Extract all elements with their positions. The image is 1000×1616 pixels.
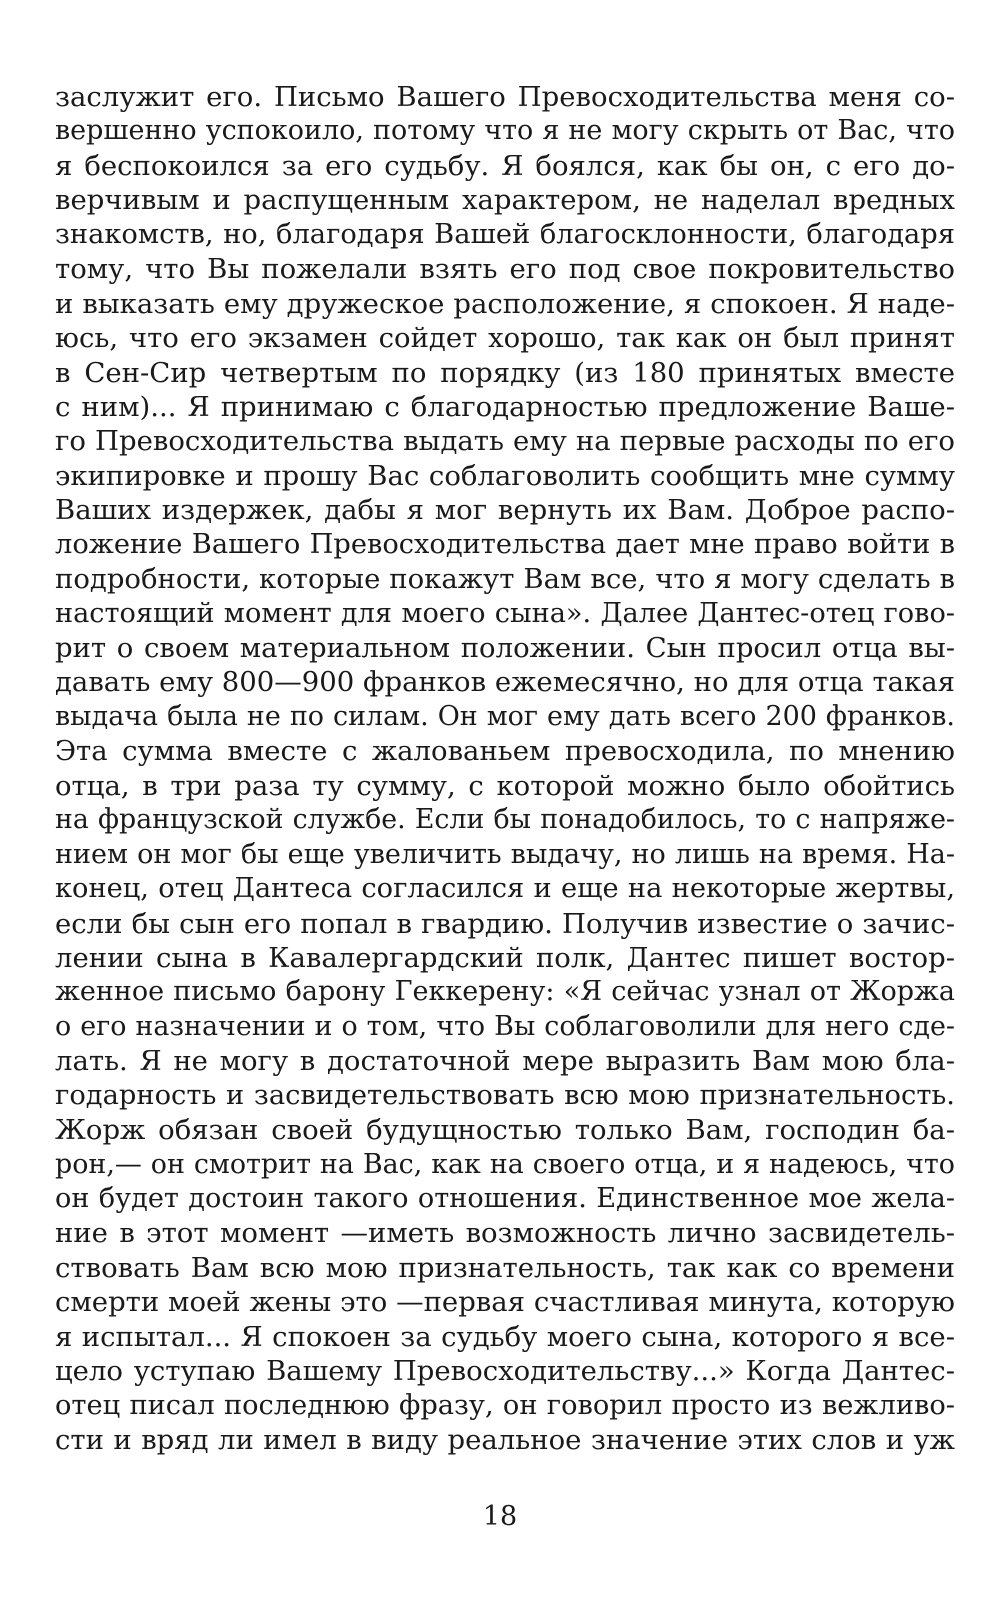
text-line: Эта сумма вместе с жалованьем превосходила, по мнению <box>55 735 955 768</box>
text-line: юсь, что его экзамен сойдет хорошо, так как он был принят <box>55 322 955 355</box>
text-line: если бы сын его попал в гвардию. Получив известие о зачис- <box>55 907 955 940</box>
text-line: Ваших издержек, дабы я мог вернуть их Вам. Доброе распо- <box>55 494 955 527</box>
text-line: лать. Я не могу в достаточной мере выразить Вам мою бла- <box>55 1045 955 1078</box>
text-line: я беспокоился за его судьбу. Я боялся, как бы он, с его до- <box>55 149 955 182</box>
text-line: тому, что Вы пожелали взять его под свое покровительство <box>55 253 955 286</box>
text-line: цело уступаю Вашему Превосходительству...» Когда Дантес- <box>55 1355 955 1388</box>
text-line: в Сен-Сир четвертым по порядку (из 180 принятых вместе <box>55 356 955 389</box>
text-line: давать ему 800—900 франков ежемесячно, но для отца такая <box>55 666 955 699</box>
text-line: знакомств, но, благодаря Вашей благосклонности, благодаря <box>55 218 955 250</box>
text-line: годарность и засвидетельствовать всю мою признательность. <box>55 1079 955 1111</box>
text-line: он будет достоин такого отношения. Единственное мое жела- <box>55 1183 955 1214</box>
text-line: рон,— он смотрит на Вас, как на своего отца, и я надеюсь, что <box>55 1148 955 1180</box>
text-line: отца, в три раза ту сумму, с которой можно было обойтись <box>55 769 955 802</box>
text-line: вершенно успокоило, потому что я не могу скрыть от Вас, что <box>55 115 955 147</box>
text-line: настоящий момент для моего сына». Далее Дантес-отец гово- <box>55 597 955 629</box>
text-line: подробности, которые покажут Вам все, что я могу сделать в <box>55 563 955 596</box>
text-line: отец писал последнюю фразу, он говорил просто из вежливо- <box>55 1389 955 1421</box>
text-line: ложение Вашего Превосходительства дает мне право войти в <box>55 528 955 560</box>
text-line: экипировке и прошу Вас соблаговолить сообщить мне сумму <box>55 459 955 492</box>
text-line: лении сына в Кавалергардский полк, Дантес пишет востор- <box>55 941 955 974</box>
text-line: ствовать Вам всю мою признательность, так как со времени <box>55 1251 955 1284</box>
text-line: выдача была не по силам. Он мог ему дать всего 200 франков. <box>55 700 955 732</box>
text-line: го Превосходительства выдать ему на первые расходы по его <box>55 425 955 458</box>
text-line: рит о своем материальном положении. Сын просил отца вы- <box>55 632 955 664</box>
text-line: нием он мог бы еще увеличить выдачу, но лишь на время. На- <box>55 838 955 870</box>
page-number: 18 <box>482 1501 518 1532</box>
text-line: Жорж обязан своей будущностью только Вам, господин ба- <box>55 1114 955 1147</box>
text-line: женное письмо барону Геккерену: «Я сейчас узнал от Жоржа <box>55 976 955 1008</box>
text-line: о его назначении и о том, что Вы соблаговолили для него сде- <box>55 1010 955 1042</box>
body-text <box>55 80 955 1458</box>
text-line: верчивым и распущенным характером, не наделал вредных <box>55 184 955 217</box>
text-line: ние в этот момент —иметь возможность лично засвидетель- <box>55 1217 955 1250</box>
text-line: на французской службе. Если бы понадобилось, то с напряже- <box>55 804 955 836</box>
text-line: заслужит его. Письмо Вашего Превосходительства меня со- <box>55 81 955 113</box>
text-line: с ним)... Я принимаю с благодарностью предложение Ваше- <box>55 390 955 423</box>
text-line: и выказать ему дружеское расположение, я спокоен. Я наде- <box>55 287 955 320</box>
text-line: сти и вряд ли имел в виду реальное значение этих слов и уж <box>55 1424 955 1457</box>
text-line: смерти моей жены это —первая счастливая минута, которую <box>55 1286 955 1319</box>
text-line: конец, отец Дантеса согласился и еще на некоторые жертвы, <box>55 873 955 905</box>
text-line: я испытал... Я спокоен за судьбу моего сына, которого я все- <box>55 1320 955 1353</box>
